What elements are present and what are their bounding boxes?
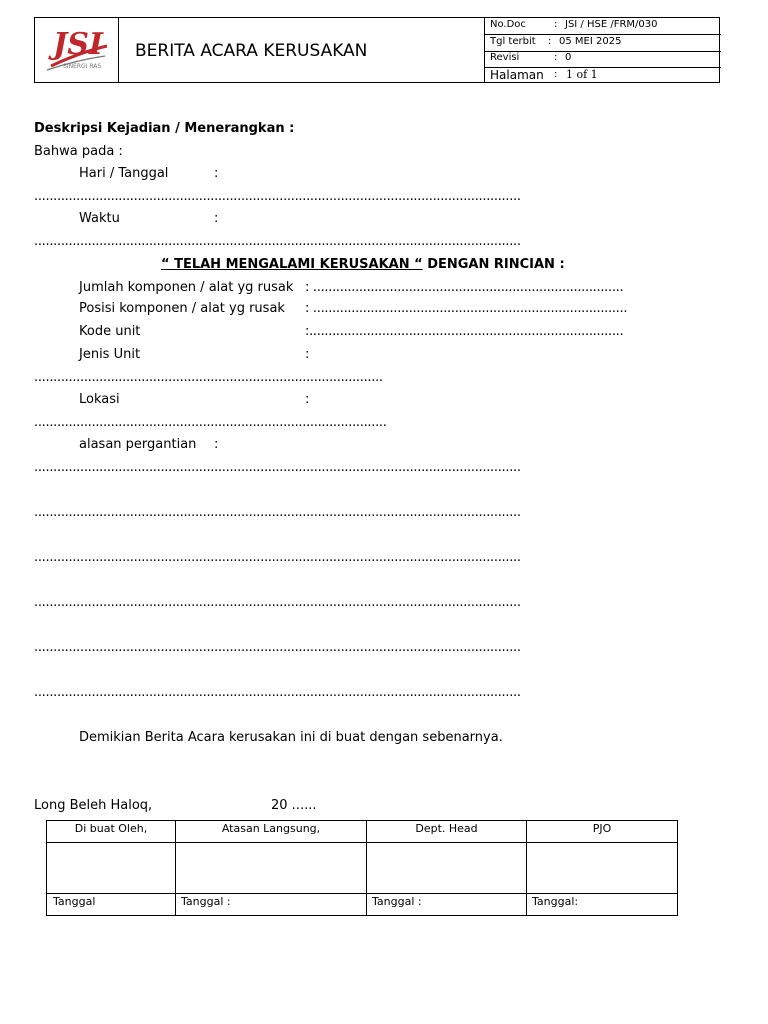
logo-subtext: SINERGI RAS: [63, 63, 102, 70]
sig-footer-tanggal: Tanggal :: [181, 895, 231, 908]
sig-header-dibuat: Di buat Oleh,: [74, 822, 148, 835]
company-logo: [41, 22, 113, 78]
meta-label-revisi: Revisi: [490, 52, 520, 63]
lokasi-label: Lokasi: [79, 392, 120, 407]
field-value-jenis-unit: :: [305, 347, 310, 362]
meta-label-tgl-terbit: Tgl terbit: [490, 36, 536, 47]
year-label: 20 ......: [271, 798, 317, 813]
dotted-line: ...........................................................................................: [34, 370, 383, 385]
field-value-kode-unit: :..................................................................................: [305, 324, 624, 339]
sig-footer-tanggal: Tanggal: [53, 895, 96, 908]
intro-text: Bahwa pada :: [34, 144, 123, 159]
meta-label-halaman: Halaman: [490, 68, 544, 82]
hari-tanggal-label: Hari / Tanggal: [79, 166, 169, 181]
closing-statement: Demikian Berita Acara kerusakan ini di buat dengan sebenarnya.: [79, 730, 503, 745]
dotted-line: ............................................................................................: [34, 415, 387, 430]
sig-header-pjo: PJO: [592, 822, 612, 835]
alasan-colon: :: [214, 437, 219, 452]
field-label-jenis-unit: Jenis Unit: [79, 347, 141, 362]
sig-header-atasan: Atasan Langsung,: [221, 822, 321, 835]
dotted-line: ...............................................................................................................................: [34, 685, 521, 700]
meta-sep: :: [554, 19, 558, 30]
place-label: Long Beleh Haloq,: [34, 798, 153, 813]
alasan-label: alasan pergantian: [79, 437, 197, 452]
meta-sep: :: [554, 52, 558, 63]
meta-sep: :: [548, 36, 552, 47]
waktu-label: Waktu: [79, 211, 120, 226]
dotted-line: ...............................................................................................................................: [34, 189, 521, 204]
dotted-line: ...............................................................................................................................: [34, 460, 521, 475]
document-header: [34, 17, 720, 83]
field-label-posisi: Posisi komponen / alat yg rusak: [79, 301, 285, 316]
document-title: BERITA ACARA KERUSAKAN: [135, 41, 368, 61]
sig-footer-tanggal: Tanggal:: [532, 895, 579, 908]
waktu-colon: :: [214, 211, 219, 226]
sig-footer-tanggal: Tanggal :: [372, 895, 422, 908]
logo-wordmark: JSI: [53, 27, 103, 62]
meta-value-revisi: 0: [565, 52, 572, 63]
damage-heading-underlined: “ TELAH MENGALAMI KERUSAKAN “: [161, 257, 423, 272]
dotted-line: ...............................................................................................................................: [34, 640, 521, 655]
meta-value-tgl-terbit: 05 MEI 2025: [559, 36, 622, 47]
section-title: Deskripsi Kejadian / Menerangkan :: [34, 121, 295, 136]
meta-value-no-doc: JSI / HSE /FRM/030: [565, 19, 658, 30]
hari-tanggal-colon: :: [214, 166, 219, 181]
damage-heading: [161, 257, 565, 273]
dotted-line: ...............................................................................................................................: [34, 550, 521, 565]
field-value-jumlah: : .................................................................................: [305, 280, 624, 295]
signature-table: [46, 820, 678, 916]
field-label-kode-unit: Kode unit: [79, 324, 141, 339]
dotted-line: ...............................................................................................................................: [34, 234, 521, 249]
meta-sep: :: [554, 69, 558, 80]
field-label-jumlah: Jumlah komponen / alat yg rusak: [79, 280, 294, 295]
dotted-line: ...............................................................................................................................: [34, 505, 521, 520]
sig-header-dept-head: Dept. Head: [415, 822, 478, 835]
meta-value-halaman: 1 of 1: [566, 68, 598, 81]
field-value-posisi: : ..................................................................................: [305, 301, 628, 316]
meta-label-no-doc: No.Doc: [490, 19, 526, 30]
lokasi-colon: :: [305, 392, 310, 407]
dotted-line: ...............................................................................................................................: [34, 595, 521, 610]
damage-heading-rest: DENGAN RINCIAN :: [422, 257, 565, 272]
